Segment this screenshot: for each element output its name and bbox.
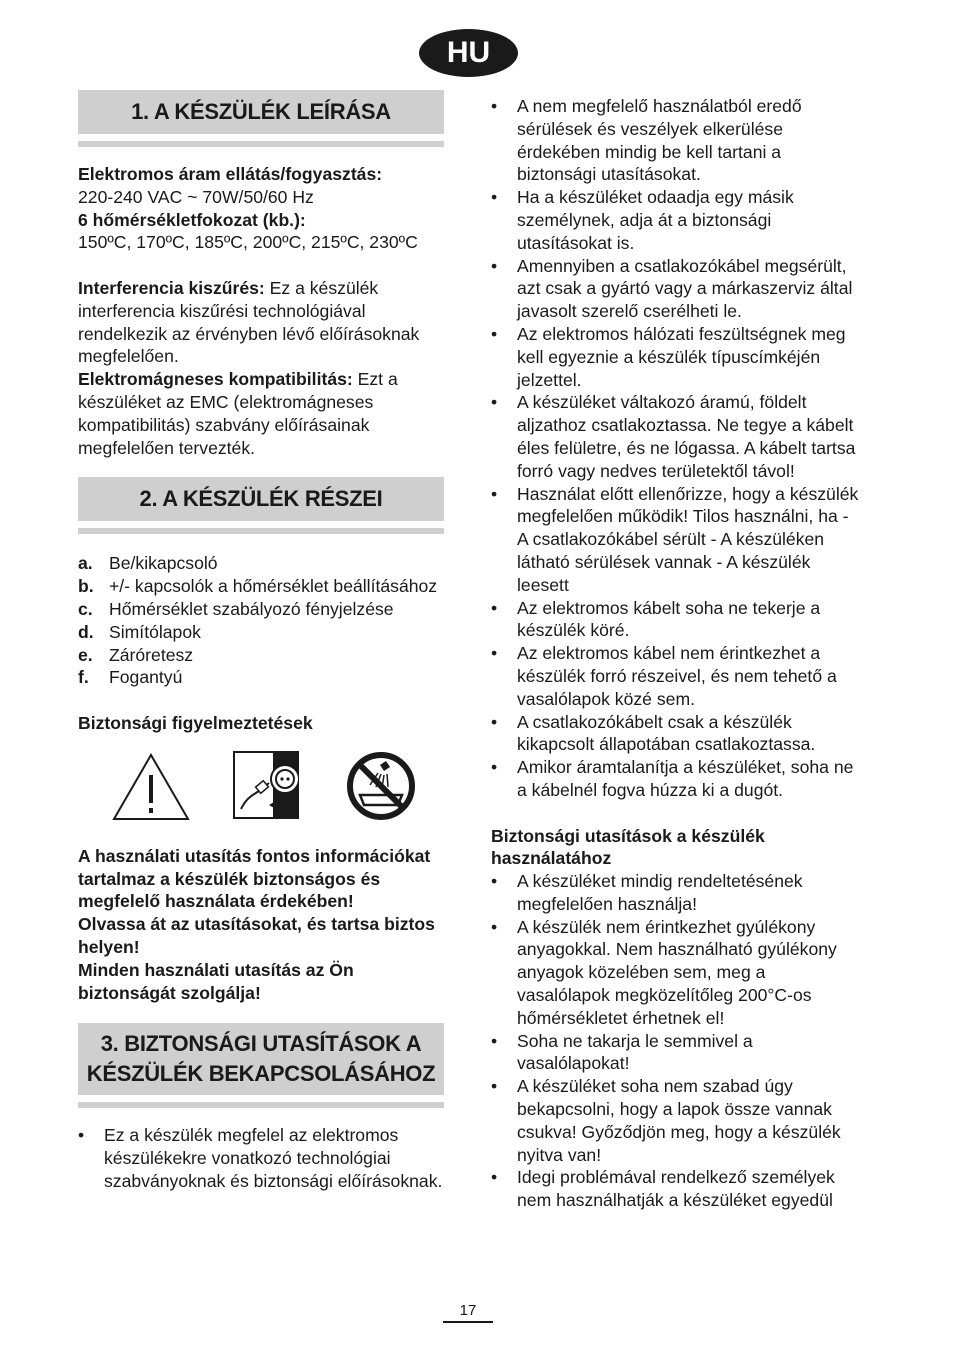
left-column <box>78 90 444 1193</box>
list-item-text: Idegi problémával rendelkező személyek nem használhatják a készüléket egyedül <box>517 1167 835 1211</box>
list-item-text: A készüléket váltakozó áramú, földelt aljzathoz csatlakoztassa. Ne tegye a kábelt éles felületre, és ne lógassa. A kábelt tartsa forró vagy nedves területektől távol! <box>517 392 856 481</box>
temps-value: 150ºC, 170ºC, 185ºC, 200ºC, 215ºC, 230ºC <box>78 232 418 253</box>
list-item-text: Be/kikapcsoló <box>109 553 218 574</box>
list-item-text: Fogantyú <box>109 667 183 688</box>
power-value: 220-240 VAC ~ 70W/50/60 Hz <box>78 186 314 207</box>
list-item-text: Az elektromos kábel nem érintkezhet a készülék forró részeivel, és nem tehető a vasalólapok közé sem. <box>517 643 837 709</box>
bullet-icon: • <box>491 483 498 504</box>
no-water-icon <box>346 751 416 821</box>
bullet-icon: • <box>491 643 498 664</box>
list-item-text: Amikor áramtalanítja a készüléket, soha ne a kábelnél fogva húzza ki a dugót. <box>517 757 854 800</box>
list-item <box>491 186 863 254</box>
list-letter: c. <box>78 598 93 619</box>
list-item-text: A készülék nem érintkezhet gyúlékony anyagokkal. Nem használható gyúlékony anyagok közelében sem, meg a vasalólapok megközelítőleg 200°C-os hőmérsékletet érhetnek el! <box>517 916 837 1028</box>
list-item <box>78 666 444 689</box>
list-item <box>491 255 863 323</box>
important-note-3: Minden használati utasítás az Ön biztonságát szolgálja! <box>78 959 354 1003</box>
list-item <box>78 598 444 621</box>
bullet-icon: • <box>491 187 498 208</box>
section-3-heading-line-1: 3. BIZTONSÁGI UTASÍTÁSOK A <box>100 1031 422 1057</box>
list-item-text: Záróretesz <box>109 644 194 665</box>
list-item-text: Ez a készülék megfelel az elektromos készülékekre vonatkozó technológiai szabványoknak és biztonsági előírásoknak. <box>104 1125 443 1191</box>
interference-label: Interferencia kiszűrés: <box>78 277 265 298</box>
section-3-heading-line-2: KÉSZÜLÉK BEKAPCSOLÁSÁHOZ <box>86 1061 436 1087</box>
list-item-text: Ha a készüléket odaadja egy másik személynek, adja át a biztonsági utasításokat is. <box>517 187 794 253</box>
warning-icons <box>78 751 444 831</box>
list-item-text: A készüléket mindig rendeltetésének megfelelően használja! <box>517 871 803 914</box>
list-item <box>491 95 863 186</box>
list-item <box>78 644 444 667</box>
list-item <box>491 1030 863 1076</box>
list-item <box>491 391 863 482</box>
plug-socket-icon <box>233 751 299 819</box>
list-item <box>78 1124 444 1192</box>
page-number: 17 <box>459 1302 477 1319</box>
list-item <box>491 642 863 710</box>
list-item <box>491 483 863 597</box>
right-column <box>491 95 863 1212</box>
list-item-text: +/- kapcsolók a hőmérséklet beállításához <box>109 576 438 597</box>
emc-paragraph <box>78 368 444 459</box>
bullet-icon: • <box>491 96 498 116</box>
power-label: Elektromos áram ellátás/fogyasztás: <box>78 164 383 184</box>
list-letter: b. <box>78 576 94 597</box>
bullet-icon: • <box>491 392 498 413</box>
list-item-text: Az elektromos kábelt soha ne tekerje a készülék köré. <box>517 597 821 641</box>
section-2-heading: 2. A KÉSZÜLÉK RÉSZEI <box>78 477 444 521</box>
interference-text: Ez a készülék interferencia kiszűrési technológiával rendelkezik az érvényben lévő előírásoknak megfelelően. <box>78 277 420 367</box>
list-item-text: A készüléket soha nem szabad úgy bekapcsolni, hogy a lapok össze vannak csukva! Győződjön meg, hogy a készülék nyitva van! <box>517 1076 841 1165</box>
bullet-icon: • <box>491 1167 498 1188</box>
bullet-icon: • <box>491 871 498 892</box>
emc-label: Elektromágneses kompatibilitás: <box>78 369 353 390</box>
list-item <box>491 711 863 757</box>
important-note-1: A használati utasítás fontos információkat tartalmaz a készülék biztonságos és megfelelő használata érdekében! <box>78 845 431 912</box>
list-item <box>78 621 444 644</box>
safety-warnings-heading: Biztonsági figyelmeztetések <box>78 712 313 733</box>
list-item-text: A csatlakozókábelt csak a készülék kikapcsolt állapotában csatlakoztassa. <box>517 711 816 755</box>
bullet-icon: • <box>491 1030 498 1051</box>
list-letter: f. <box>78 667 89 688</box>
language-badge: HU <box>419 29 518 77</box>
list-letter: d. <box>78 621 94 642</box>
list-item <box>491 870 863 916</box>
list-item-text: A nem megfelelő használatból eredő sérülések és veszélyek elkerülése érdekében mindig be kell tartani a biztonsági utasításokat. <box>517 96 802 185</box>
list-letter: e. <box>78 644 93 665</box>
bullet-icon: • <box>491 711 498 732</box>
bullet-icon: • <box>491 255 498 276</box>
list-item-text: Használat előtt ellenőrizze, hogy a készülék megfelelően működik! Tilos használni, ha - A csatlakozókábel sérült - A készüléken látható sérülések vannak - A készülék leesett <box>517 483 859 595</box>
list-item-text: Hőmérséklet szabályozó fényjelzése <box>109 598 394 619</box>
list-letter: a. <box>78 553 93 574</box>
list-item <box>491 597 863 643</box>
bullet-icon: • <box>78 1125 85 1146</box>
list-item <box>78 552 444 575</box>
bullet-icon: • <box>491 323 498 344</box>
parts-list <box>78 552 444 689</box>
bullet-icon: • <box>491 757 498 778</box>
section-1-heading: 1. A KÉSZÜLÉK LEÍRÁSA <box>78 90 444 134</box>
list-item-text: Amennyiben a csatlakozókábel megsérült, azt csak a gyártó vagy a márkaszerviz által javasolt szerelő cserélheti le. <box>517 255 853 322</box>
bullet-icon: • <box>491 916 498 937</box>
list-item <box>491 1075 863 1166</box>
interference-paragraph <box>78 277 444 368</box>
list-item-text: Soha ne takarja le semmivel a vasalólapokat! <box>517 1030 753 1074</box>
list-item-text: Simítólapok <box>109 621 201 642</box>
temps-label: 6 hőmérsékletfokozat (kb.): <box>78 209 306 230</box>
list-item <box>491 1166 863 1212</box>
general-safety-bullets <box>491 95 863 802</box>
warning-triangle-icon <box>110 751 192 823</box>
list-item <box>491 916 863 1030</box>
page-number-rule <box>443 1321 493 1323</box>
usage-safety-heading: Biztonsági utasítások a készülék használatához <box>491 825 765 869</box>
list-item <box>78 575 444 598</box>
emc-text: Ezt a készüléket az EMC (elektromágneses kompatibilitás) szabvány előírásainak megfelelően tervezték. <box>78 369 398 458</box>
list-item <box>491 323 863 391</box>
bullet-icon: • <box>491 1076 498 1097</box>
section-3-heading <box>78 1023 444 1095</box>
list-item-text: Az elektromos hálózati feszültségnek meg kell egyeznie a készülék típuscímkéjén jelzettel. <box>517 323 846 390</box>
section-3-bullets <box>78 1124 444 1192</box>
usage-safety-bullets <box>491 870 863 1212</box>
bullet-icon: • <box>491 597 498 618</box>
list-item <box>491 756 863 802</box>
important-note-2: Olvassa át az utasításokat, és tartsa biztos helyen! <box>78 914 435 957</box>
